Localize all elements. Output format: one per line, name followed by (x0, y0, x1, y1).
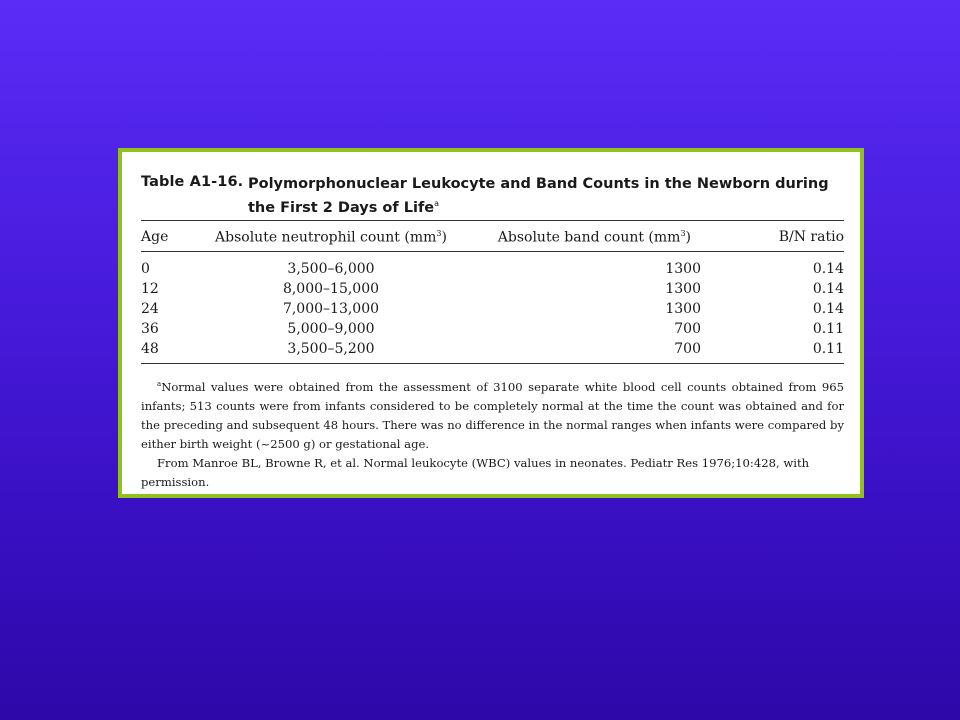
col-header-anc-exp: 3 (436, 228, 442, 238)
cell-anc: 5,000–9,000 (287, 321, 375, 337)
cell-abc: 1300 (665, 301, 701, 317)
table-title (248, 174, 848, 218)
cell-age: 12 (141, 281, 159, 297)
table-title-text: Polymorphonuclear Leukocyte and Band Counts in the Newborn during the First 2 Days of Life (248, 176, 829, 216)
cell-anc: 3,500–6,000 (287, 261, 375, 277)
cell-abc: 700 (674, 321, 701, 337)
col-header-bn: B/N ratio (778, 229, 844, 245)
cell-age: 48 (141, 341, 159, 357)
cell-abc: 1300 (665, 281, 701, 297)
table-header-row (141, 225, 844, 249)
footnote-marker: a (157, 380, 162, 388)
cell-age: 0 (141, 261, 150, 277)
col-header-anc (201, 225, 461, 249)
table-bottom-rule (141, 363, 844, 364)
cell-bn: 0.14 (812, 261, 844, 277)
table-row (141, 279, 844, 299)
data-table (141, 225, 844, 359)
col-header-anc-close: ) (441, 229, 447, 246)
cell-anc: 3,500–5,200 (287, 341, 375, 357)
cell-bn: 0.11 (812, 321, 844, 337)
col-header-anc-text: Absolute neutrophil count (mm (215, 229, 437, 246)
cell-age: 36 (141, 321, 159, 337)
cell-anc: 7,000–13,000 (282, 301, 380, 317)
table-number: Table A1-16. (141, 174, 244, 190)
table-footnotes (141, 375, 844, 492)
cell-bn: 0.14 (812, 301, 844, 317)
table-panel (118, 148, 864, 498)
col-header-abc-text: Absolute band count (mm (497, 229, 681, 246)
table-row (141, 299, 844, 319)
col-header-age: Age (141, 229, 169, 245)
title-footnote-marker: a (434, 199, 439, 208)
cell-age: 24 (141, 301, 159, 317)
table-top-rule (141, 220, 844, 221)
cell-bn: 0.11 (812, 341, 844, 357)
col-header-abc-close: ) (685, 229, 691, 246)
cell-anc: 8,000–15,000 (282, 281, 380, 297)
source-note: From Manroe BL, Browne R, et al. Normal leukocyte (WBC) values in neonates. Pediatr Res 1976;10:428, with permission. (141, 455, 810, 489)
cell-abc: 1300 (665, 261, 701, 277)
footnote-text: Normal values were obtained from the assessment of 3100 separate white blood cell counts obtained from 965 infants; 513 counts were from infants considered to be completely normal at the time the count was obtained and for the preceding and subsequent 48 hours. There was no difference in the normal ranges when infants were compared by either birth weight (~2500 g) or gestational age. (141, 379, 844, 451)
cell-abc: 700 (674, 341, 701, 357)
col-header-abc-exp: 3 (680, 228, 686, 238)
footnote-a (141, 375, 844, 454)
cell-bn: 0.14 (812, 281, 844, 297)
table-row (141, 319, 844, 339)
col-header-abc (461, 225, 711, 249)
table-row (141, 339, 844, 359)
table-row (141, 249, 844, 279)
